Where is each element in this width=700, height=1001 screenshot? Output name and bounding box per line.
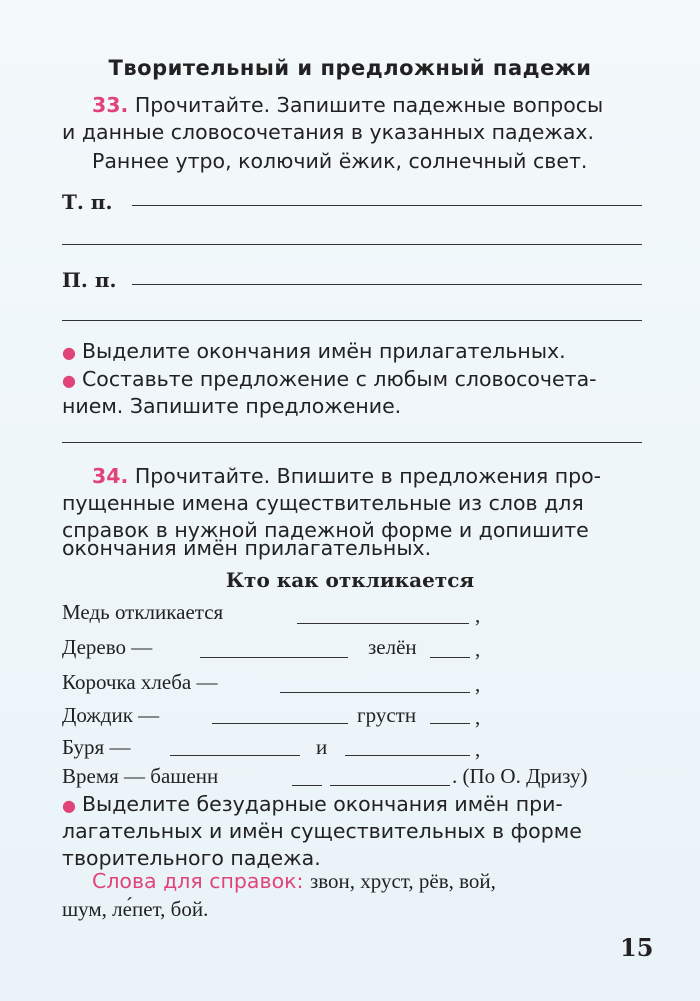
poem-row-5-end: , (475, 737, 481, 761)
case-prepositional-label: П. п. (62, 268, 117, 292)
bullet-icon: ● (62, 343, 76, 362)
exercise-33-line2: и данные словосочетания в указанных падежах. (62, 120, 595, 144)
poem-row-3-end: , (475, 672, 481, 696)
exercise-33-number: 33. (92, 93, 129, 117)
poem-row-6: Время — башенн (62, 764, 219, 788)
exercise-34-line1: 34. Прочитайте. Впишите в предложения про- (92, 464, 602, 488)
exercise-33-task2: ● Составьте предложение с любым словосочета- (62, 367, 597, 391)
blank-line[interactable] (292, 785, 322, 786)
exercise-33-phrases: Раннее утро, колючий ёжик, солнечный свет. (92, 149, 588, 173)
poem-title: Кто как откликается (225, 568, 475, 592)
answer-line[interactable] (132, 284, 642, 285)
blank-line[interactable] (280, 692, 470, 693)
answer-line[interactable] (62, 244, 642, 245)
answer-line[interactable] (62, 442, 642, 443)
blank-line[interactable] (212, 723, 348, 724)
exercise-33-text1: Прочитайте. Запишите падежные вопросы (134, 93, 604, 117)
poem-row-2-end: , (475, 637, 481, 661)
poem-row-1: Медь откликается (62, 600, 224, 624)
exercise-34-task: ● Выделите безударные окончания имён при- (62, 792, 563, 816)
poem-row-2: Дерево — (62, 635, 153, 659)
blank-line[interactable] (430, 657, 470, 658)
answer-line[interactable] (132, 205, 642, 206)
poem-row-4-end: , (475, 705, 481, 729)
exercise-33-task2-cont: нием. Запишите предложение. (62, 394, 402, 418)
reference-label: Слова для справок: (92, 869, 304, 893)
reference-words-line1 (92, 868, 496, 895)
poem-row-2-adj: зелён (368, 635, 417, 659)
case-instrumental-label: Т. п. (62, 190, 113, 214)
exercise-34-line2: пущенные имена существительные из слов для (62, 491, 584, 515)
exercise-33-line1 (92, 92, 603, 119)
poem-row-1-end: , (475, 603, 481, 627)
blank-line[interactable] (330, 785, 450, 786)
exercise-34-line3: справок в нужной падежной форме и допишите (62, 518, 589, 542)
exercise-33-task1: ● Выделите окончания имён прилагательных. (62, 339, 566, 363)
poem-row-5-and: и (316, 735, 328, 759)
poem-row-4: Дождик — (62, 703, 160, 727)
page-title: Творительный и предложный падежи (108, 56, 592, 80)
reference-words: звон, хруст, рёв, вой, (309, 869, 496, 893)
blank-line[interactable] (430, 723, 470, 724)
page-number: 15 (620, 933, 654, 962)
poem-row-3: Корочка хлеба — (62, 670, 218, 694)
blank-line[interactable] (170, 755, 300, 756)
blank-line[interactable] (345, 755, 470, 756)
exercise-34-task-line3: творительного падежа. (62, 846, 321, 870)
poem-row-4-adj: грустн (357, 703, 417, 727)
exercise-34-line4: окончания имён прилагательных. (62, 536, 432, 560)
exercise-34-task-line2: лагательных и имён существительных в форме (62, 819, 582, 843)
blank-line[interactable] (297, 623, 469, 624)
bullet-icon: ● (62, 796, 76, 815)
reference-words-line2: шум, ле́пет, бой. (62, 897, 209, 921)
exercise-34-number: 34. (92, 464, 129, 488)
bullet-icon: ● (62, 371, 76, 390)
poem-source: . (По О. Дризу) (452, 764, 588, 788)
answer-line[interactable] (62, 320, 642, 321)
poem-row-5: Буря — (62, 735, 131, 759)
blank-line[interactable] (200, 657, 348, 658)
